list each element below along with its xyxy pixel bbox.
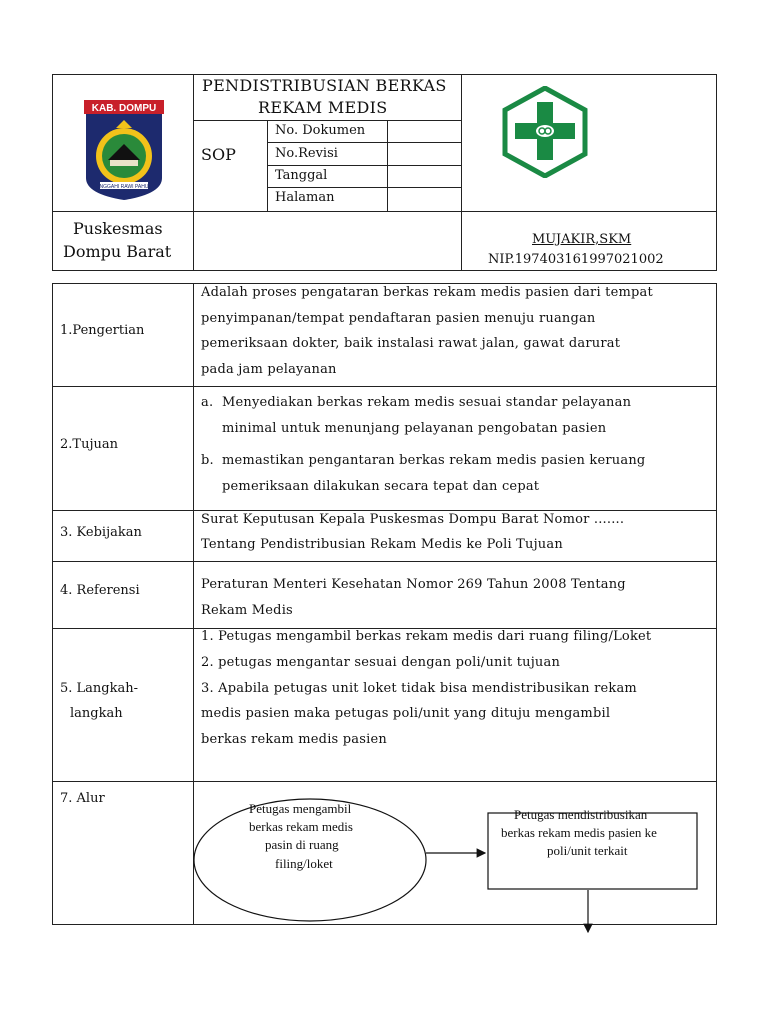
flow-ellipse-text: Petugas mengambil <box>249 801 352 816</box>
label-langkah-line2: langkah <box>70 706 123 721</box>
tujuan-item-a-line2: minimal untuk menunjang pelayanan pengobatan pasien <box>222 421 607 436</box>
referensi-line: Rekam Medis <box>201 603 293 618</box>
label-kebijakan: 3. Kebijakan <box>60 525 142 540</box>
flow-box-text: berkas rekam medis pasien ke <box>501 825 657 840</box>
flow-ellipse-text: filing/loket <box>275 856 333 871</box>
meta-label-tanggal: Tanggal <box>275 168 328 183</box>
langkah-line: berkas rekam medis pasien <box>201 732 387 747</box>
label-tujuan: 2.Tujuan <box>60 437 118 452</box>
puskesmas-name-line2: Dompu Barat <box>63 242 172 261</box>
tujuan-item-b-line1: memastikan pengantaran berkas rekam medis pasien keruang <box>222 453 646 468</box>
flow-box-text: Petugas mendistribusikan <box>514 807 648 822</box>
langkah-line: 3. Apabila petugas unit loket tidak bisa mendistribusikan rekam <box>201 681 637 696</box>
flow-ellipse-text: pasin di ruang <box>265 837 339 852</box>
tujuan-item-a-line1: Menyediakan berkas rekam medis sesuai standar pelayanan <box>222 395 632 410</box>
meta-label-dokumen: No. Dokumen <box>275 123 366 138</box>
sop-title-line2: REKAM MEDIS <box>258 98 388 117</box>
svg-text:KAB. DOMPU: KAB. DOMPU <box>91 103 157 114</box>
tujuan-item-b-line2: pemeriksaan dilakukan secara tepat dan cepat <box>222 479 540 494</box>
pengertian-line: pada jam pelayanan <box>201 362 337 377</box>
kab-dompu-logo <box>82 98 166 202</box>
meta-label-revisi: No.Revisi <box>275 146 338 161</box>
referensi-line: Peraturan Menteri Kesehatan Nomor 269 Tahun 2008 Tentang <box>201 577 626 592</box>
flow-ellipse-text: berkas rekam medis <box>249 819 353 834</box>
pengertian-line: Adalah proses pengataran berkas rekam medis pasien dari tempat <box>201 285 653 300</box>
langkah-line: 1. Petugas mengambil berkas rekam medis dari ruang filing/Loket <box>201 629 652 644</box>
kebijakan-line: Tentang Pendistribusian Rekam Medis ke Poli Tujuan <box>201 537 563 552</box>
sop-title-line1: PENDISTRIBUSIAN BERKAS <box>202 76 447 95</box>
pengertian-line: penyimpanan/tempat pendaftaran pasien menuju ruangan <box>201 311 596 326</box>
tujuan-marker-b: b. <box>201 453 214 468</box>
svg-text:NGGAHI RAWI PAHU: NGGAHI RAWI PAHU <box>99 184 149 190</box>
pengertian-line: pemeriksaan dokter, baik instalasi rawat jalan, gawat darurat <box>201 336 621 351</box>
signer-nip: NIP.197403161997021002 <box>488 252 664 267</box>
label-pengertian: 1.Pengertian <box>60 323 145 338</box>
flow-box-text: poli/unit terkait <box>547 843 628 858</box>
kebijakan-line: Surat Keputusan Kepala Puskesmas Dompu Barat Nomor ....... <box>201 512 625 527</box>
label-referensi: 4. Referensi <box>60 583 140 598</box>
label-alur: 7. Alur <box>60 791 105 806</box>
puskesmas-logo <box>501 86 589 178</box>
puskesmas-name-line1: Puskesmas <box>73 219 163 238</box>
sop-label: SOP <box>201 145 236 164</box>
tujuan-marker-a: a. <box>201 395 214 410</box>
meta-label-halaman: Halaman <box>275 190 335 205</box>
label-langkah-line1: 5. Langkah- <box>60 681 139 696</box>
langkah-line: 2. petugas mengantar sesuai dengan poli/unit tujuan <box>201 655 561 670</box>
signer-name: MUJAKIR,SKM <box>532 232 632 247</box>
langkah-line: medis pasien maka petugas poli/unit yang dituju mengambil <box>201 706 611 721</box>
